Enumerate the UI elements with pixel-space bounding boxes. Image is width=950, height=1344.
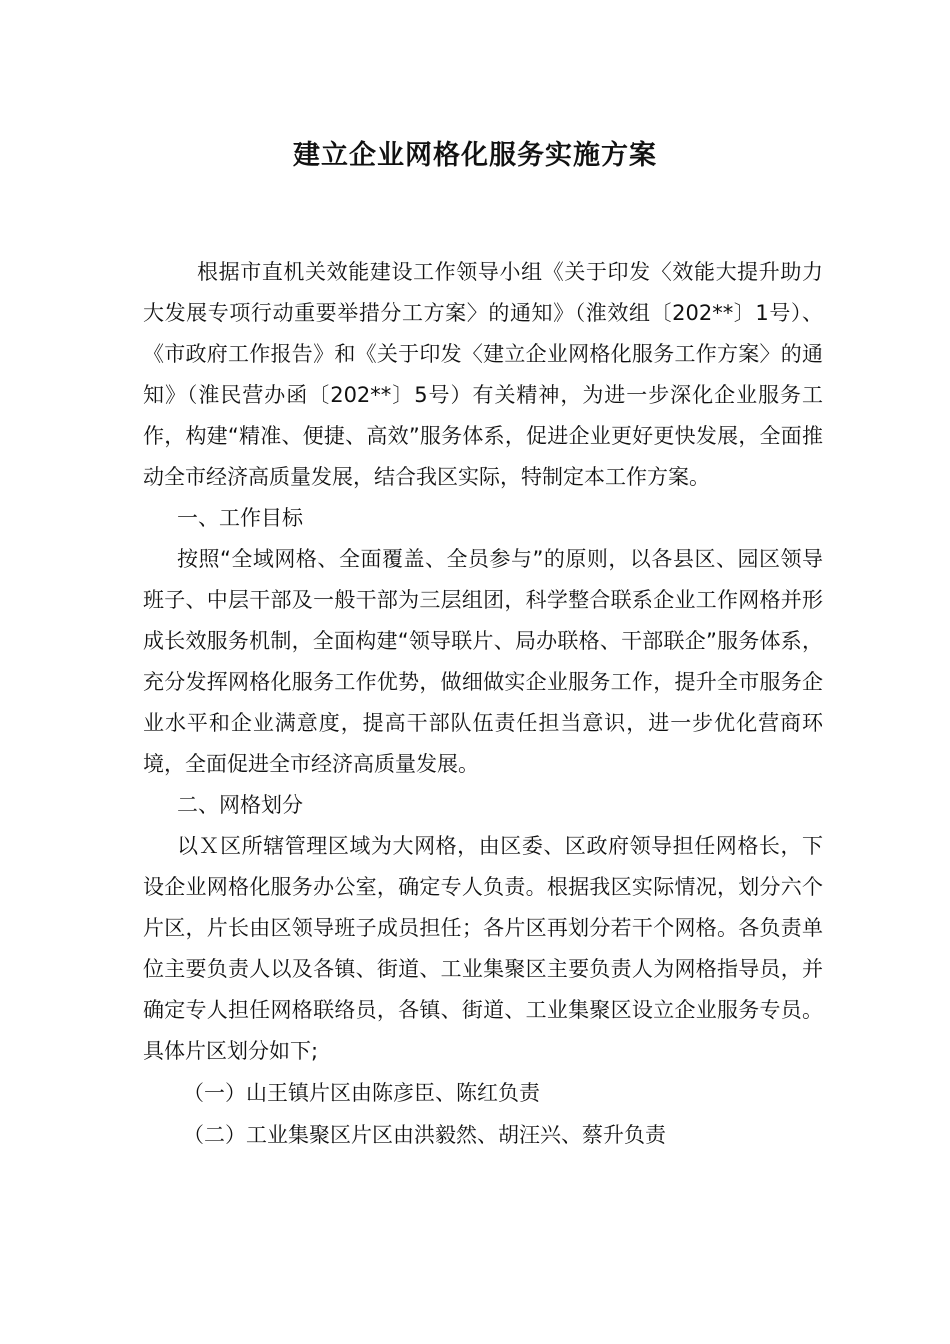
list-item: （一）山王镇片区由陈彦臣、陈红负责 [183, 1081, 540, 1105]
list-item: （二）工业集聚区片区由洪毅然、胡汪兴、蔡升负责 [183, 1123, 666, 1147]
goal-paragraph: 按照“全域网格、全面覆盖、全员参与”的原则，以各县区、园区领导班子、中层干部及一般干部为三层组团，科学整合联系企业工作网格并形成长效服务机制，全面构建“领导联片、局办联格、干部联企”服务体系，充分发挥网格化服务工作优势，做细做实企业服务工作，提升全市服务企业水平和企业满意度，提高干部队伍责任担当意识，进一步优化营商环境，全面促进全市经济高质量发展。 [143, 547, 823, 776]
document-body [143, 252, 823, 1156]
section-heading-grid: 二、网格划分 [177, 793, 303, 817]
document-title: 建立企业网格化服务实施方案 [293, 140, 657, 171]
intro-paragraph: 根据市直机关效能建设工作领导小组《关于印发〈效能大提升助力大发展专项行动重要举措分工方案〉的通知》（淮效组〔202**〕1号）、《市政府工作报告》和《关于印发〈建立企业网格化服务工作方案〉的通知》（淮民营办函〔202**〕5号）有关精神，为进一步深化企业服务工作，构建“精准、便捷、高效”服务体系，促进企业更好更快发展，全面推动全市经济高质量发展，结合我区实际，特制定本工作方案。 [143, 260, 823, 489]
grid-paragraph: 以Ｘ区所辖管理区域为大网格，由区委、区政府领导担任网格长，下设企业网格化服务办公室，确定专人负责。根据我区实际情况，划分六个片区，片长由区领导班子成员担任；各片区再划分若干个网格。各负责单位主要负责人以及各镇、街道、工业集聚区主要负责人为网格指导员，并确定专人担任网格联络员，各镇、街道、工业集聚区设立企业服务专员。具体片区划分如下; [143, 834, 823, 1063]
section-heading-goal: 一、工作目标 [177, 506, 303, 530]
